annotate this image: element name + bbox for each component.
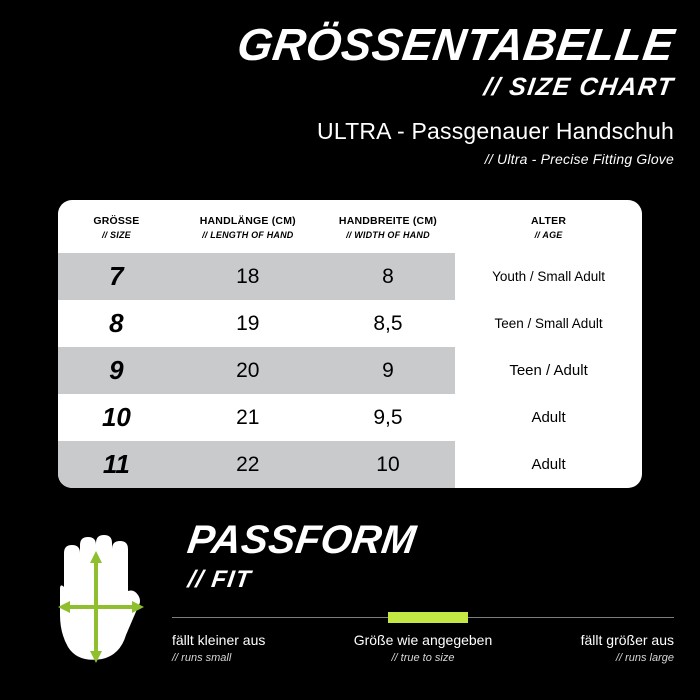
table-header: [58, 200, 642, 253]
fit-scale: [172, 612, 674, 664]
cell-age: Teen / Adult: [509, 362, 588, 380]
cell-width: 8: [321, 253, 455, 300]
fit-scale-center: [339, 632, 506, 664]
column-header-age-en: // AGE: [534, 230, 563, 241]
fit-scale-bar: [172, 612, 674, 623]
column-header-width-de: HANDBREITE (CM): [338, 215, 437, 227]
fit-title-de: PASSFORM: [184, 518, 419, 562]
hand-silhouette: [60, 535, 140, 660]
cell-age: Teen / Small Adult: [494, 316, 603, 332]
cell-size: 11: [58, 441, 175, 488]
column-header-width: [321, 200, 455, 253]
cell-width: 8,5: [373, 311, 403, 335]
size-table-card: [58, 200, 642, 488]
column-header-age: [455, 200, 642, 253]
column-header-width-en: // WIDTH OF HAND: [346, 230, 430, 241]
column-header-length-de: HANDLÄNGE (CM): [199, 215, 296, 227]
column-header-size: [58, 200, 175, 253]
cell-length: 19: [236, 311, 260, 335]
table-header-row: [58, 200, 642, 253]
product-subtitle-de: ULTRA - Passgenauer Handschuh: [317, 117, 674, 144]
column-header-size-de: GRÖSSE: [93, 215, 140, 227]
cell-length: 21: [236, 405, 260, 429]
fit-scale-left: [172, 632, 339, 664]
cell-age: Youth / Small Adult: [492, 269, 605, 285]
table-row: [58, 300, 642, 347]
table-body: [58, 253, 642, 488]
table-row: [58, 347, 642, 394]
cell-size: 7: [58, 253, 175, 300]
fit-right-de: fällt größer aus: [580, 632, 674, 648]
product-subtitle-en: // Ultra - Precise Fitting Glove: [484, 150, 674, 167]
fit-left-en: // runs small: [172, 652, 232, 665]
cell-width: 9: [321, 347, 455, 394]
fit-right-en: // runs large: [615, 652, 674, 665]
header: [0, 0, 700, 167]
fit-scale-right: [507, 632, 674, 664]
cell-length: 18: [175, 253, 321, 300]
table-row: [58, 253, 642, 300]
table-row: [58, 441, 642, 488]
cell-length: 20: [175, 347, 321, 394]
column-header-age-de: ALTER: [530, 215, 567, 227]
fit-scale-labels: [172, 632, 674, 664]
fit-section-title: [184, 518, 419, 594]
page-title: GRÖSSENTABELLE: [234, 19, 678, 70]
table-row: [58, 394, 642, 441]
fit-left-de: fällt kleiner aus: [172, 632, 266, 648]
column-header-length-en: // LENGTH OF HAND: [202, 230, 294, 241]
hand-icon: [34, 527, 174, 687]
cell-age: Adult: [531, 456, 566, 474]
column-header-size-en: // SIZE: [101, 230, 131, 241]
cell-length: 22: [175, 441, 321, 488]
cell-width: 10: [321, 441, 455, 488]
cell-size: 8: [109, 308, 124, 339]
hand-measurement-icon: [34, 527, 174, 687]
fit-center-en: // true to size: [391, 652, 455, 665]
cell-size: 10: [101, 402, 131, 433]
page-subtitle-en: // SIZE CHART: [482, 72, 676, 101]
fit-center-de: Größe wie angegeben: [353, 632, 493, 648]
cell-size: 9: [58, 347, 175, 394]
cell-age: Adult: [531, 409, 566, 427]
fit-title-en: // FIT: [186, 566, 254, 593]
fit-scale-highlight: [388, 612, 468, 623]
column-header-length: [175, 200, 321, 253]
size-table: [58, 200, 642, 488]
cell-width: 9,5: [373, 405, 403, 429]
